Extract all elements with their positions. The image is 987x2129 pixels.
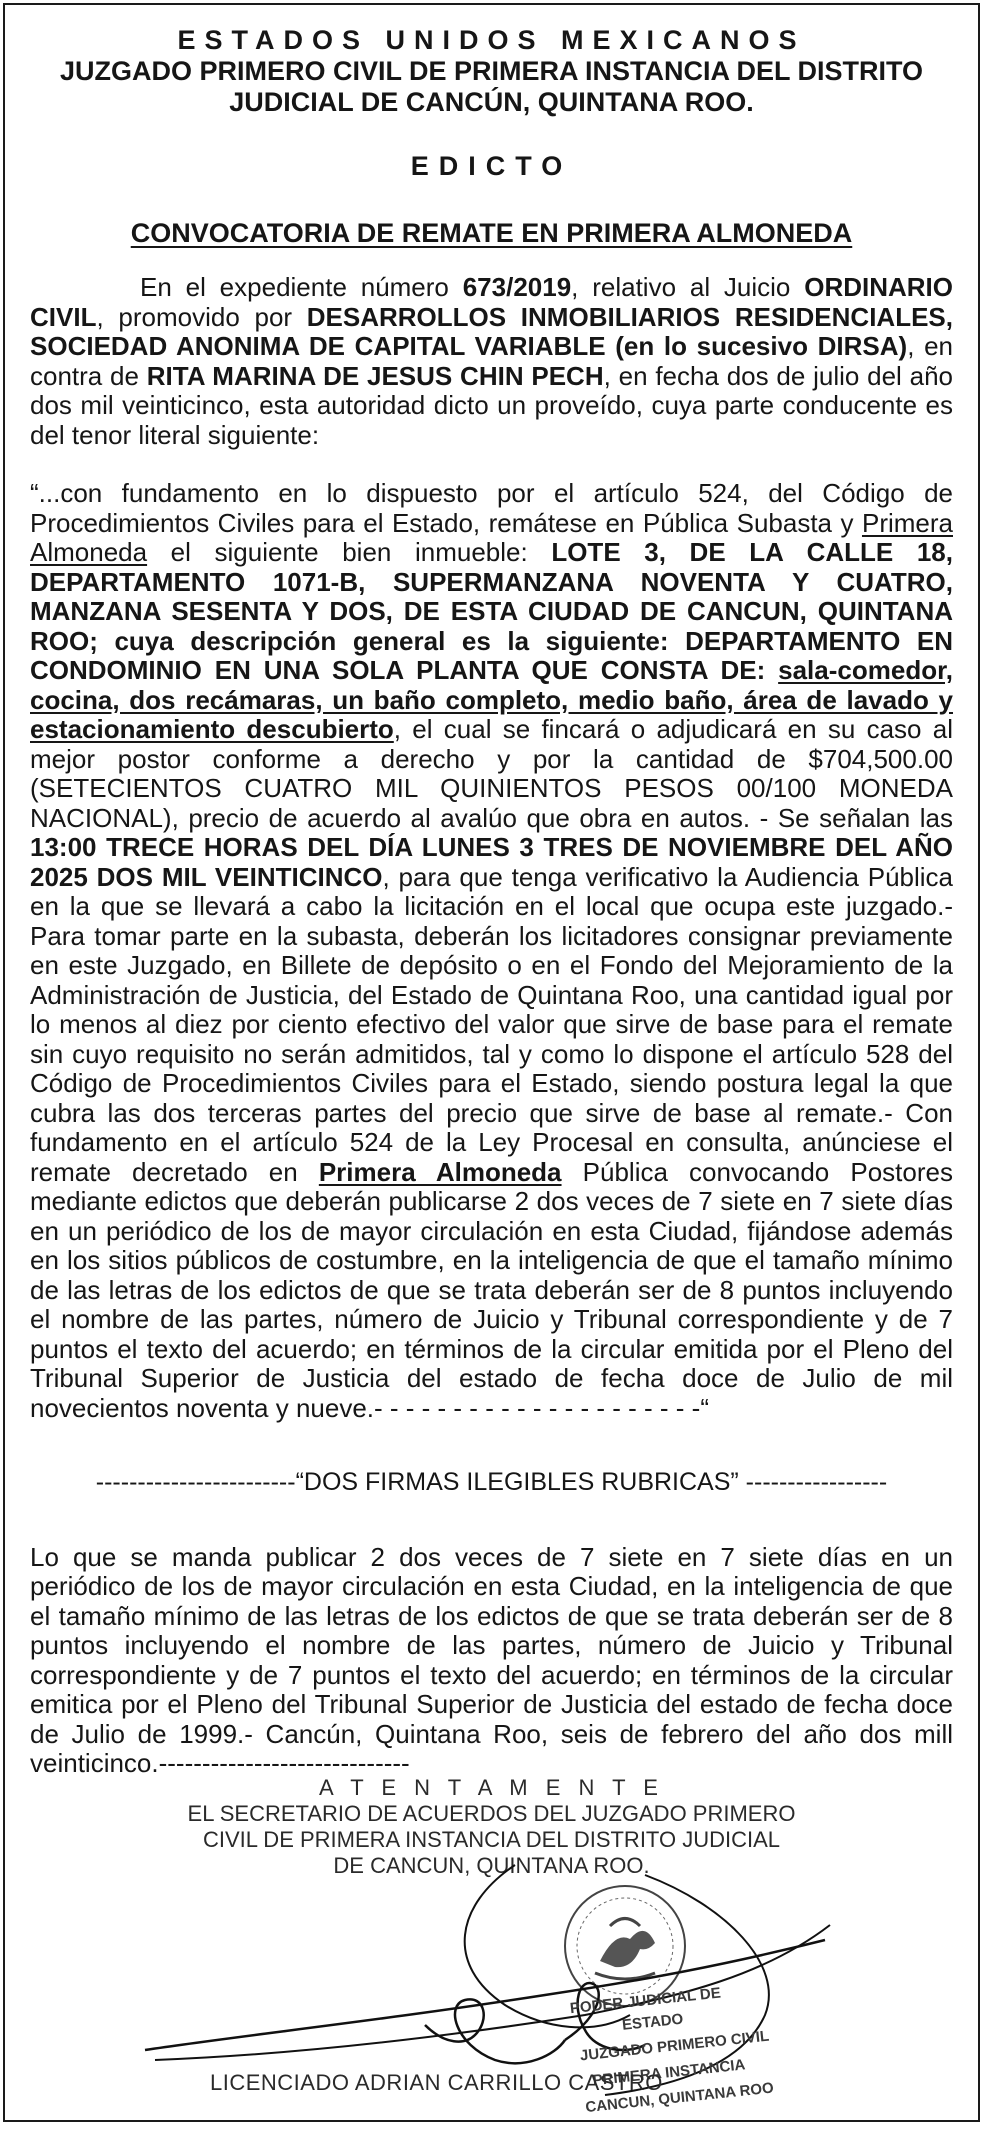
paragraph-ruling	[30, 479, 953, 1423]
text-run: , para que tenga verificativo la Audiencia Pública en la que se llevará a cabo la licitación en el local que ocupa este juzgado.- Para tomar parte en la subasta, deberán los licitadores consignar previamente en este Juzgado, en Billete de depósito o en el Fondo del Mejoramiento de la Administración de Justicia, del Estado de Quintana Roo, una cantidad igual por lo menos al diez por ciento efectivo del valor que sirve de base para el remate sin cuyo requisito no serán admitidos, tal y como lo dispone el artículo 528 del Código de Procedimientos Civiles para el Estado, siendo postura legal la que cubra las dos terceras partes del precio que sirve de base al remate.- Con fundamento en el artículo 524 de la Ley Procesal en consulta, anúnciese el remate decretado en	[30, 861, 954, 1187]
paragraph-intro	[30, 273, 953, 450]
auction-date: 13:00 TRECE HORAS DEL DÍA LUNES 3 TRES DE NOVIEMBRE DEL AÑO 2025 DOS MIL VEINTICINCO	[30, 832, 953, 892]
defendant-name: RITA MARINA DE JESUS CHIN PECH	[146, 360, 604, 391]
property-description: LOTE 3, DE LA CALLE 18, DEPARTAMENTO 1071-B, SUPERMANZANA NOVENTA Y CUATRO, MANZANA SESENTA Y DOS, DE ESTA CIUDAD DE CANCUN, QUINTANA ROO; cuya descripción general es la siguiente: DEPARTAMENTO EN CONDOMINIO EN UNA SOLA PLANTA QUE CONSTA DE:	[30, 537, 953, 685]
case-number: 673/2019	[462, 272, 572, 302]
signatures-note: ------------------------“DOS FIRMAS ILEGIBLES RUBRICAS” -----------------	[95, 1468, 888, 1496]
subject-title	[30, 218, 953, 249]
property-rooms-underlined: sala-comedor, cocina, dos recámaras, un baño completo, medio baño, área de lavado y estacionamiento descubierto	[30, 655, 953, 744]
plaintiff-name: DESARROLLOS INMOBILIARIOS RESIDENCIALES, SOCIEDAD ANONIMA DE CAPITAL VARIABLE (en lo sucesivo DIRSA)	[30, 301, 953, 361]
text-run: , en contra de	[30, 331, 954, 391]
auction-round-underlined: Primera Almoneda	[30, 507, 953, 567]
country-heading: ESTADOS UNIDOS MEXICANOS	[177, 25, 806, 55]
text-run: , promovido por	[96, 301, 307, 332]
signer-title-line2: CIVIL DE PRIMERA INSTANCIA DEL DISTRITO JUDICIAL	[202, 1827, 780, 1852]
court-stamp	[565, 1980, 795, 2120]
text-run: , el cual se fincará o adjudicará en su caso al mejor postor conforme a derecho y por la cantidad de $704,500.00 (SETECIENTOS CUATRO MIL QUINIENTOS PESOS 00/100 MONEDA NACIONAL), precio de acuerdo al avalúo que obra en autos. - Se señalan las	[30, 714, 953, 833]
edict-body	[30, 25, 953, 1779]
text-run: “...con fundamento en lo dispuesto por el artículo 524, del Código de Procedimientos Civiles para el Estado, remátese en Pública Subasta y	[30, 478, 953, 538]
stamp-line: PODER JUDICIAL DE	[569, 1984, 722, 2018]
subject-title-text: CONVOCATORIA DE REMATE EN PRIMERA ALMONEDA	[130, 218, 853, 248]
court-heading-line2: JUDICIAL DE CANCÚN, QUINTANA ROO.	[229, 87, 754, 117]
court-heading-line1: JUZGADO PRIMERO CIVIL DE PRIMERA INSTANCIA DEL DISTRITO	[59, 56, 924, 86]
auction-round-bold-underlined: Primera Almoneda	[318, 1156, 562, 1187]
document-type-title: EDICTO	[410, 151, 573, 181]
paragraph-publication-order: Lo que se manda publicar 2 dos veces de 7 siete en 7 siete días en un periódico de los de mayor circulación en esta Ciudad, en la inteligencia de que el tamaño mínimo de las letras de los edictos de que se trata deberán ser de 8 puntos incluyendo el nombre de las partes, número de Juicio y Tribunal correspondiente y de 7 puntos el texto del acuerdo; en términos de la circular emitica por el Pleno del Tribunal Superior de Justicia del estado de fecha doce de Julio de 1999.- Cancún, Quintana Roo, seis de febrero del año dos mill veinticinco.-----------------------------	[30, 1541, 953, 1778]
text-run: En el expediente número	[140, 272, 463, 302]
stamp-line: PRIMERA INSTANCIA	[591, 2056, 747, 2090]
signer-title-line1: EL SECRETARIO DE ACUERDOS DEL JUZGADO PRIMERO	[187, 1801, 796, 1826]
text-run: Pública convocando Postores mediante edictos que deberán publicarse 2 dos veces de 7 siete en 7 siete días en un periódico de los de mayor circulación en esta Ciudad, fijándose además en los sitios públicos de costumbre, en la inteligencia de que el tamaño mínimo de las letras de los edictos de que se trata deberán ser de 8 puntos incluyendo el nombre de las partes, número de Juicio y Tribunal correspondiente y de 7 puntos el texto del acuerdo; en términos de la circular emitida por el Pleno del Tribunal Superior de Justicia del estado de fecha doce de Julio de mil novecientos noventa y nueve.- - - - - - - - - - - - - - - - - - - - -“	[30, 1156, 953, 1423]
text-run: el siguiente bien inmueble:	[147, 537, 552, 567]
text-run: , en fecha dos de julio del año dos mil veinticinco, esta autoridad dicto un proveído, cuya parte conducente es del tenor literal siguiente:	[30, 360, 953, 450]
trial-type: ORDINARIO CIVIL	[30, 272, 953, 332]
stamp-line: ESTADO	[621, 2010, 685, 2034]
text-run: , relativo al Juicio	[571, 272, 805, 302]
stamp-line: JUZGADO PRIMERO CIVIL	[579, 2027, 770, 2065]
stamp-line: CANCUN, QUINTANA ROO	[584, 2079, 775, 2117]
signer-name: LICENCIADO ADRIAN CARRILLO CASTRO	[210, 2070, 663, 2095]
edict-document	[3, 3, 980, 2122]
signer-title-line3: DE CANCUN, QUINTANA ROO.	[333, 1853, 650, 1878]
closing-attentively: A T E N T A M E N T E	[319, 1775, 664, 1800]
